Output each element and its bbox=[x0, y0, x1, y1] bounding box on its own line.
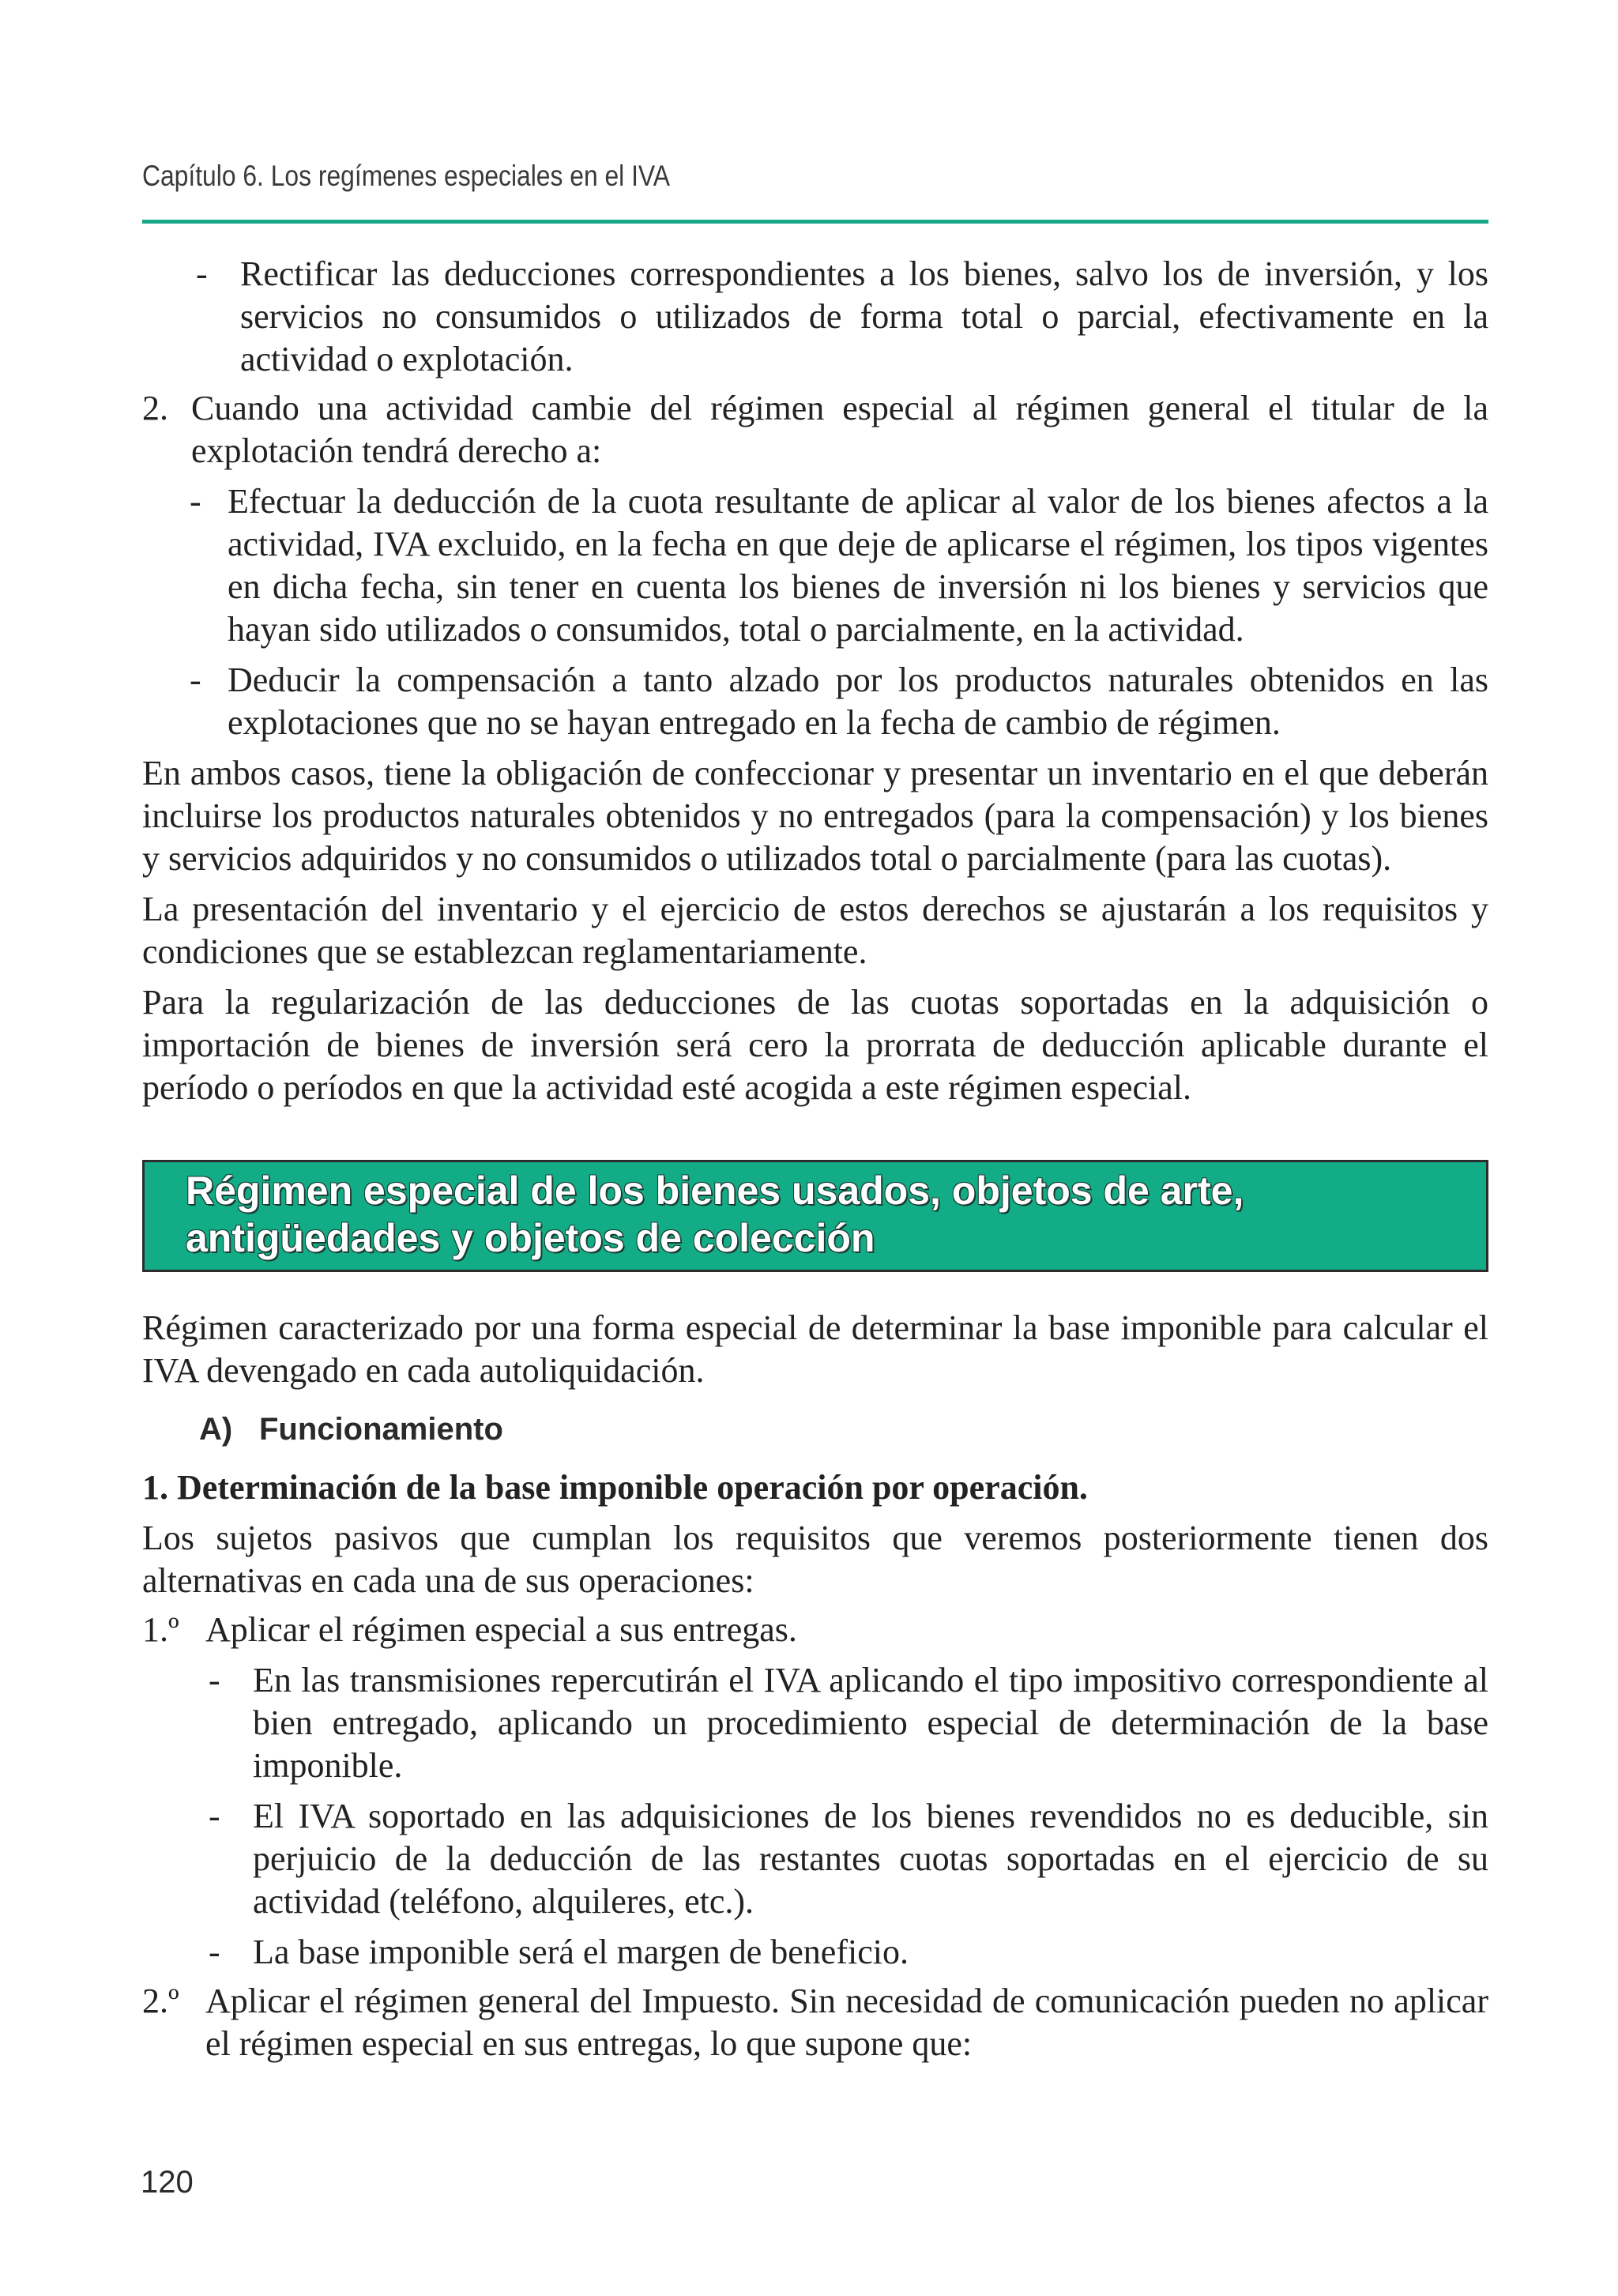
item-number: 2. bbox=[142, 389, 168, 427]
bullet-text: Efectuar la deducción de la cuota resultante de aplicar al valor de los bienes afectos a la actividad, IVA excluido, en la fecha en que deje de aplicarse el régimen, los tipos vigentes en dicha fecha, sin tener en cuenta los bienes de inversión ni los bienes y servicios que hayan sido utilizados o consumidos, total o parcialmente, en la actividad. bbox=[228, 482, 1488, 649]
bullet-dash: - bbox=[209, 1933, 220, 1971]
bullet-dash: - bbox=[196, 254, 208, 293]
bullet-item bbox=[142, 659, 1488, 744]
body-paragraph: La presentación del inventario y el ejercicio de estos derechos se ajustarán a los requisitos y condiciones que se establezcan reglamentariamente. bbox=[142, 890, 1488, 971]
bullet-item bbox=[142, 480, 1488, 651]
bullet-item bbox=[142, 1795, 1488, 1923]
header-rule bbox=[142, 220, 1488, 224]
bullet-item bbox=[142, 1931, 1488, 1974]
bullet-dash: - bbox=[190, 482, 201, 521]
bullet-dash: - bbox=[209, 1661, 220, 1699]
bullet-dash: - bbox=[209, 1797, 220, 1835]
numbered-item-2 bbox=[142, 387, 1488, 472]
bullet-item bbox=[142, 253, 1488, 381]
subheading bbox=[199, 1408, 1488, 1451]
subheading-label: A) bbox=[199, 1412, 233, 1447]
ordinal-item-2 bbox=[142, 1980, 1488, 2065]
bullet-dash: - bbox=[190, 661, 201, 699]
ordinal-text: Aplicar el régimen general del Impuesto. Sin necesidad de comunicación pueden no aplicar el régimen especial en sus entregas, lo que supone que: bbox=[205, 1982, 1488, 2063]
page-body bbox=[142, 253, 1488, 2065]
body-paragraph: Los sujetos pasivos que cumplan los requisitos que veremos posteriormente tienen dos alternativas en cada una de sus operaciones: bbox=[142, 1519, 1488, 1600]
subheading-text: Funcionamiento bbox=[259, 1412, 503, 1447]
bold-heading: 1. Determinación de la base imponible operación por operación. bbox=[142, 1468, 1088, 1507]
ordinal-text: Aplicar el régimen especial a sus entregas. bbox=[205, 1610, 797, 1649]
section-title: Régimen especial de los bienes usados, objetos de arte, antigüedades y objetos de colección bbox=[186, 1169, 1244, 1260]
running-head: Capítulo 6. Los regímenes especiales en el IVA bbox=[142, 160, 671, 192]
bullet-text: La base imponible será el margen de beneficio. bbox=[253, 1933, 909, 1971]
ordinal-item-1 bbox=[142, 1609, 1488, 1651]
section-heading-box bbox=[142, 1160, 1488, 1272]
bullet-text: El IVA soportado en las adquisiciones de los bienes revendidos no es deducible, sin perjuicio de la deducción de las restantes cuotas soportadas en el ejercicio de su actividad (teléfono, alquileres, etc.). bbox=[253, 1797, 1488, 1921]
ordinal-number: 2.º bbox=[142, 1982, 179, 2020]
body-paragraph: Para la regularización de las deducciones de las cuotas soportadas en la adquisición o importación de bienes de inversión será cero la prorrata de deducción aplicable durante el período o períodos en que la actividad esté acogida a este régimen especial. bbox=[142, 983, 1488, 1107]
section-intro: Régimen caracterizado por una forma especial de determinar la base imponible para calcular el IVA devengado en cada autoliquidación. bbox=[142, 1308, 1488, 1390]
bullet-text: Rectificar las deducciones correspondientes a los bienes, salvo los de inversión, y los servicios no consumidos o utilizados de forma total o parcial, efectivamente en la actividad o explotación. bbox=[240, 254, 1488, 378]
bullet-text: En las transmisiones repercutirán el IVA aplicando el tipo impositivo correspondiente al bien entregado, aplicando un procedimiento especial de determinación de la base imponible. bbox=[253, 1661, 1488, 1785]
item-text: Cuando una actividad cambie del régimen especial al régimen general el titular de la explotación tendrá derecho a: bbox=[191, 389, 1488, 470]
ordinal-number: 1.º bbox=[142, 1610, 179, 1649]
bullet-text: Deducir la compensación a tanto alzado por los productos naturales obtenidos en las explotaciones que no se hayan entregado en la fecha de cambio de régimen. bbox=[228, 661, 1488, 742]
bullet-item bbox=[142, 1659, 1488, 1787]
body-paragraph: En ambos casos, tiene la obligación de confeccionar y presentar un inventario en el que deberán incluirse los productos naturales obtenidos y no entregados (para la compensación) y los bienes y servicios adquiridos y no consumidos o utilizados total o parcialmente (para las cuotas). bbox=[142, 754, 1488, 878]
page-number: 120 bbox=[141, 2165, 194, 2200]
